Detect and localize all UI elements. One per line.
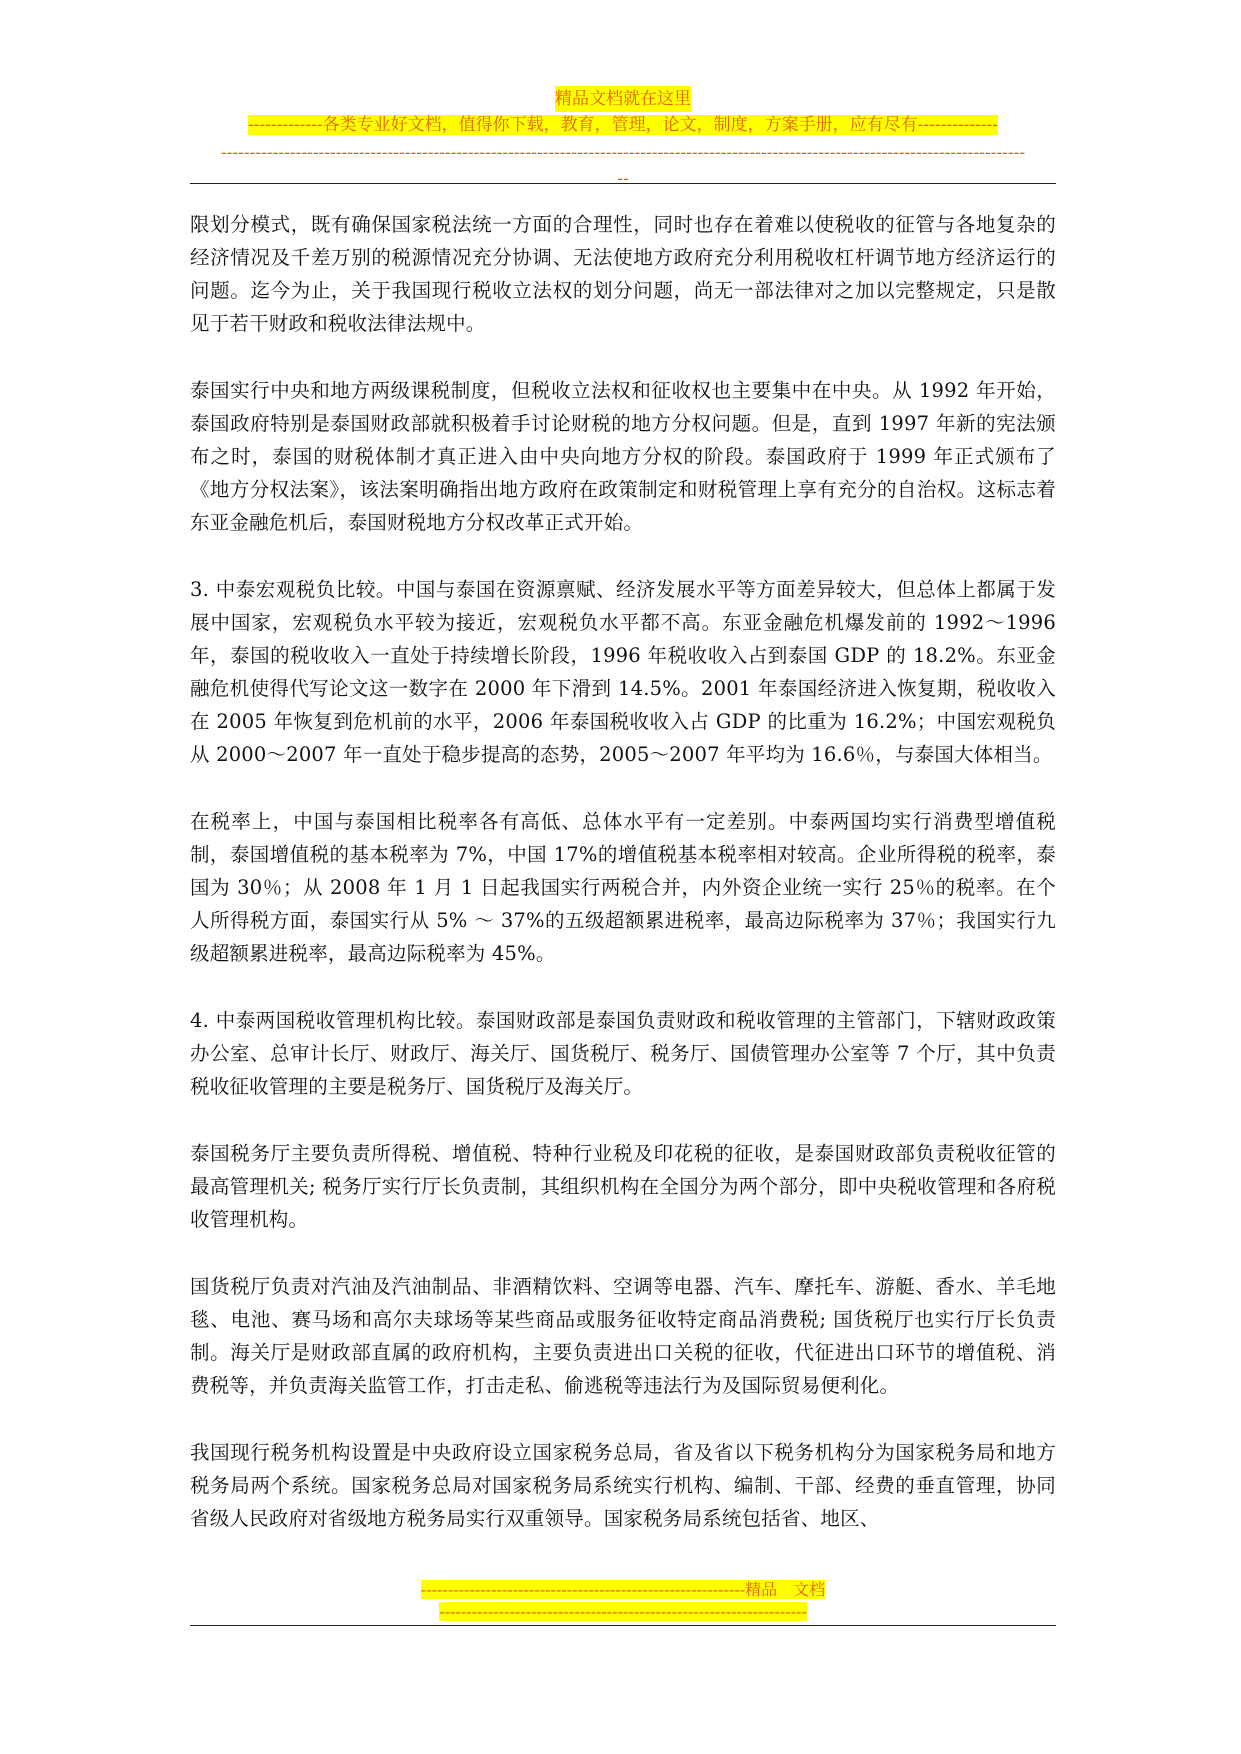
paragraph-2: 泰国实行中央和地方两级课税制度，但税收立法权和征收权也主要集中在中央。从 1992 年开始，泰国政府特别是泰国财政部就积极着手讨论财税的地方分权问题。但是，直到 1997 年新的宪法颁布之时，泰国的财税体制才真正进入由中央向地方分权的阶段。泰国政府于 1999 年正式颁布了《地方分权法案》，该法案明确指出地方政府在政策制定和财税管理上享有充分的自治权。这标志着东亚金融危机后，泰国财税地方分权改革正式开始。 [190, 379, 1056, 534]
header-tagline: -------------各类专业好文档，值得你下载，教育，管理，论文，制度，方案手册，应有尽有-------------- [247, 115, 999, 135]
page-header [190, 86, 1056, 192]
document-body [190, 208, 1056, 1569]
paragraph-8: 我国现行税务机构设置是中央政府设立国家税务总局，省及省以下税务机构分为国家税务局和地方税务局两个系统。国家税务总局对国家税务局系统实行机构、编制、干部、经费的垂直管理，协同省级人民政府对省级地方税务局实行双重领导。国家税务局系统包括省、地区、 [190, 1441, 1056, 1530]
paragraph-4: 在税率上，中国与泰国相比税率各有高低、总体水平有一定差别。中泰两国均实行消费型增值税制，泰国增值税的基本税率为 7%，中国 17%的增值税基本税率相对较高。企业所得税的税率，泰国为 30％；从 2008 年 1 月 1 日起我国实行两税合并，内外资企业统一实行 25％的税率。在个人所得税方面，泰国实行从 5% ～ 37%的五级超额累进税率，最高边际税率为 37％；我国实行九级超额累进税率，最高边际税率为 45%。 [190, 810, 1056, 965]
footer-rule [190, 1625, 1056, 1626]
header-title: 精品文档就在这里 [555, 86, 691, 112]
paragraph-7: 国货税厅负责对汽油及汽油制品、非酒精饮料、空调等电器、汽车、摩托车、游艇、香水、羊毛地毯、电池、赛马场和高尔夫球场等某些商品或服务征收特定商品消费税; 国货税厅也实行厅长负责制。海关厅是财政部直属的政府机构，主要负责进出口关税的征收，代征进出口环节的增值税、消费税等，并负责海关监管工作，打击走私、偷逃税等违法行为及国际贸易便利化。 [190, 1275, 1056, 1397]
paragraph-5: 4. 中泰两国税收管理机构比较。泰国财政部是泰国负责财政和税收管理的主管部门，下辖财政政策办公室、总审计长厅、财政厅、海关厅、国货税厅、税务厅、国债管理办公室等 7 个厅，其中负责税收征收管理的主要是税务厅、国货税厅及海关厅。 [190, 1009, 1056, 1098]
header-dashes: -------------------------------------------------------------------------------------------------------------------------------------------- [220, 143, 1026, 163]
paragraph-3: 3. 中泰宏观税负比较。中国与泰国在资源禀赋、经济发展水平等方面差异较大，但总体上都属于发展中国家，宏观税负水平较为接近，宏观税负水平都不高。东亚金融危机爆发前的 1992～1996 年，泰国的税收收入一直处于持续增长阶段，1996 年税收收入占到泰国 GDP 的 18.2%。东亚金融危机使得代写论文这一数字在 2000 年下滑到 14.5%。2001 年泰国经济进入恢复期，税收收入在 2005 年恢复到危机前的水平，2006 年泰国税收收入占 GDP 的比重为 16.2%；中国宏观税负从 2000～2007 年一直处于稳步提高的态势，2005～2007 年平均为 16.6％，与泰国大体相当。 [190, 578, 1056, 766]
footer-line-2: -------------------------------------------------------------------- [439, 1602, 807, 1621]
header-rule [190, 183, 1056, 184]
footer-line-1: ------------------------------------------------------------精品 文档 [420, 1580, 826, 1599]
page-footer [190, 1579, 1056, 1623]
paragraph-1: 限划分模式，既有确保国家税法统一方面的合理性，同时也存在着难以使税收的征管与各地复杂的经济情况及千差万别的税源情况充分协调、无法使地方政府充分利用税收杠杆调节地方经济运行的问题。迄今为止，关于我国现行税收立法权的划分问题，尚无一部法律对之加以完整规定，只是散见于若干财政和税收法律法规中。 [190, 213, 1056, 335]
paragraph-6: 泰国税务厅主要负责所得税、增值税、特种行业税及印花税的征收，是泰国财政部负责税收征管的最高管理机关; 税务厅实行厅长负责制，其组织机构在全国分为两个部分，即中央税收管理和各府税收管理机构。 [190, 1142, 1056, 1231]
header-dashes-tail: -- [617, 169, 629, 189]
